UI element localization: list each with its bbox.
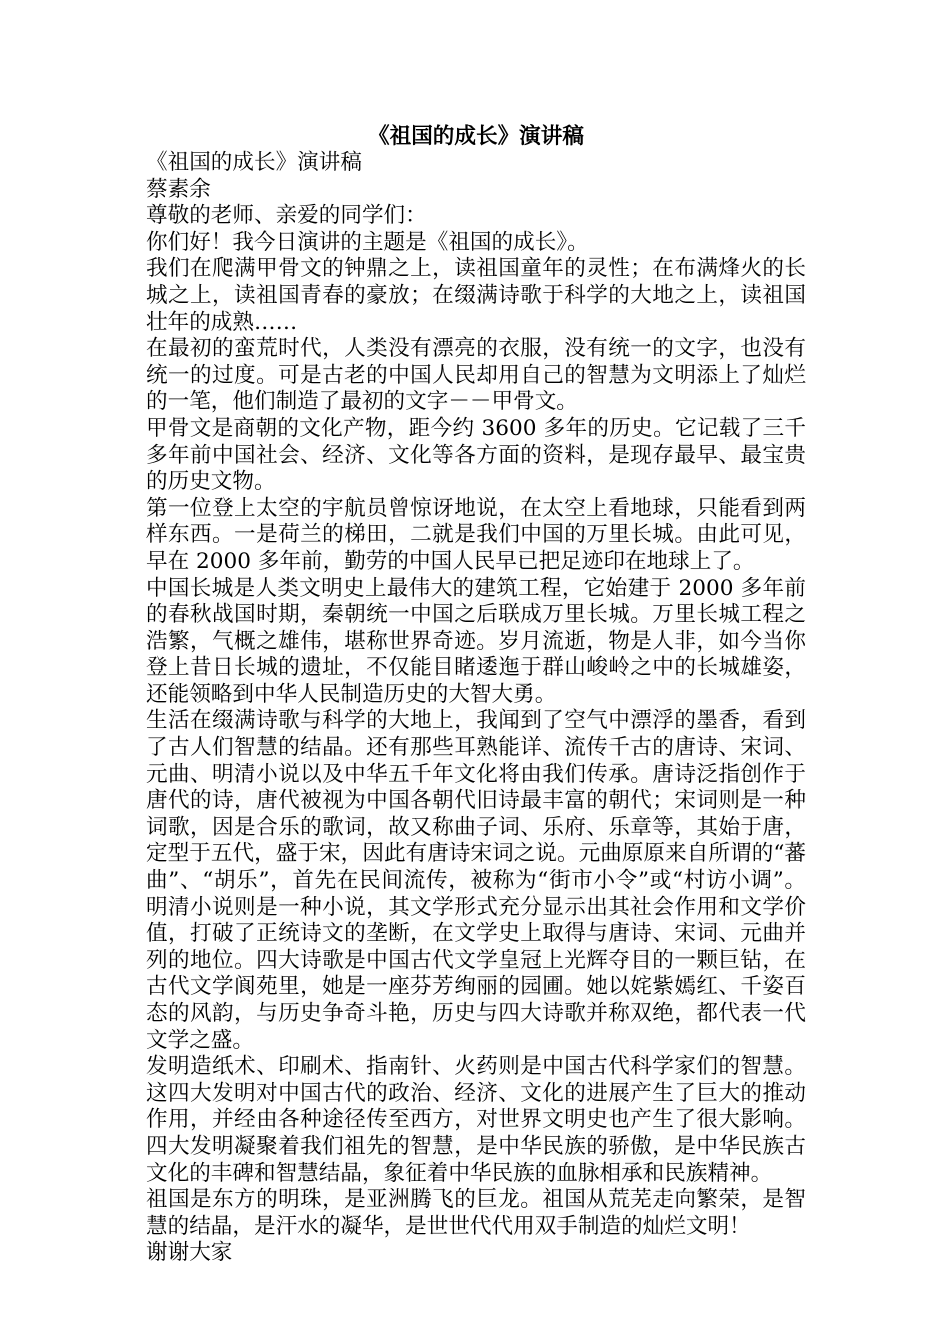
paragraph-body: 生活在缀满诗歌与科学的大地上，我闻到了空气中漂浮的墨香，看到了古人们智慧的结晶。还有那些耳熟能详、流传千古的唐诗、宋词、元曲、明清小说以及中华五千年文化将由我们传承。唐诗泛指创作于唐代的诗，唐代被视为中国各朝代旧诗最丰富的朝代；宋词则是一种词歌，因是合乐的歌词，故又称曲子词、乐府、乐章等，其始于唐，定型于五代，盛于宋，因此有唐诗宋词之说。元曲原原来自所谓的“蕃曲”、“胡乐”，首先在民间流传，被称为“街市小令”或“村访小调”。明清小说则是一种小说，其文学形式充分显示出其社会作用和文学价值，打破了正统诗文的垄断，在文学史上取得与唐诗、宋词、元曲并列的地位。四大诗歌是中国古代文学皇冠上光辉夺目的一颗巨钻，在古代文学阆苑里，她是一座芬芳绚丽的园圃。她以姹紫嫣红、千姿百态的风韵，与历史争奇斗艳，历史与四大诗歌并称双绝，都代表一代文学之盛。 [146,708,806,1053]
document-page [146,124,806,1267]
paragraph-greeting: 尊敬的老师、亲爱的同学们： [146,203,427,229]
paragraph-body: 甲骨文是商朝的文化产物，距今约 3600 多年的历史。它记载了三千多年前中国社会、经济、文化等各方面的资料，是现存最早、最宝贵的历史文物。 [146,415,806,495]
paragraph-subtitle: 《祖国的成长》演讲稿 [146,150,362,175]
paragraph-author: 蔡素余 [146,176,211,202]
paragraph-body: 在最初的蛮荒时代，人类没有漂亮的衣服，没有统一的文字，也没有统一的过度。可是古老的中国人民却用自己的智慧为文明添上了灿烂的一笔，他们制造了最初的文字－－甲骨文。 [146,336,806,415]
paragraph-body: 发明造纸术、印刷术、指南针、火药则是中国古代科学家们的智慧。这四大发明对中国古代的政治、经济、文化的进展产生了巨大的推动作用，并经由各种途径传至西方，对世界文明史也产生了很大影响。四大发明凝聚着我们祖先的智慧，是中华民族的骄傲，是中华民族古文化的丰碑和智慧结晶，象征着中华民族的血脉相承和民族精神。 [146,1054,806,1186]
document-title: 《祖国的成长》演讲稿 [368,124,584,149]
paragraph-closing: 谢谢大家 [146,1240,233,1266]
paragraph-intro: 你们好！我今日演讲的主题是《祖国的成长》。 [146,229,589,255]
paragraph-body: 中国长城是人类文明史上最伟大的建筑工程，它始建于 2000 多年前的春秋战国时期，秦朝统一中国之后联成万里长城。万里长城工程之浩繁，气概之雄伟，堪称世界奇迹。岁月流逝，物是人非，如今当你登上昔日长城的遗址，不仅能目睹逶迤于群山峻岭之中的长城雄姿，还能领略到中华人民制造历史的大智大勇。 [146,575,806,707]
paragraph-body: 第一位登上太空的宇航员曾惊讶地说，在太空上看地球，只能看到两样东西。一是荷兰的梯田，二就是我们中国的万里长城。由此可见，早在 2000 多年前，勤劳的中国人民早已把足迹印在地球上了。 [146,495,806,574]
paragraph-body: 我们在爬满甲骨文的钟鼎之上，读祖国童年的灵性；在布满烽火的长城之上，读祖国青春的豪放；在缀满诗歌于科学的大地之上，读祖国壮年的成熟…… [146,256,806,335]
paragraph-body: 祖国是东方的明珠，是亚洲腾飞的巨龙。祖国从荒芜走向繁荣，是智慧的结晶，是汗水的凝华，是世世代代用双手制造的灿烂文明！ [146,1187,806,1239]
